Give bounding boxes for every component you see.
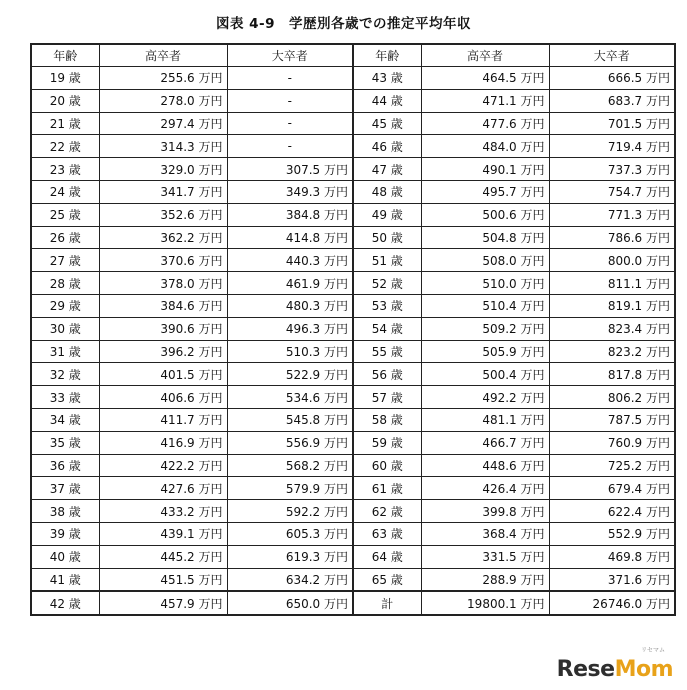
- logo-subtext: リセマム: [641, 647, 665, 654]
- age-cell: 33 歳: [31, 386, 99, 409]
- university-income-cell: 568.2 万円: [227, 454, 353, 477]
- highschool-income-cell: 466.7 万円: [421, 431, 549, 454]
- university-income-cell: -: [227, 89, 353, 112]
- header-highschool-right: 高卒者: [421, 44, 549, 67]
- table-row: [31, 545, 675, 568]
- university-income-cell: -: [227, 67, 353, 90]
- table-row: [31, 340, 675, 363]
- age-cell: 44 歳: [353, 89, 421, 112]
- university-income-cell: 469.8 万円: [549, 545, 675, 568]
- header-university-left: 大卒者: [227, 44, 353, 67]
- highschool-income-cell: 477.6 万円: [421, 112, 549, 135]
- header-age-left: 年齢: [31, 44, 99, 67]
- age-cell: 57 歳: [353, 386, 421, 409]
- table-row: [31, 591, 675, 615]
- university-income-cell: 414.8 万円: [227, 226, 353, 249]
- university-income-cell: 619.3 万円: [227, 545, 353, 568]
- age-cell: 28 歳: [31, 272, 99, 295]
- university-income-cell: 534.6 万円: [227, 386, 353, 409]
- table-row: [31, 67, 675, 90]
- header-highschool-left: 高卒者: [99, 44, 227, 67]
- table-header-row: [31, 44, 675, 67]
- age-cell: 25 歳: [31, 203, 99, 226]
- highschool-income-cell: 297.4 万円: [99, 112, 227, 135]
- age-cell: 53 歳: [353, 294, 421, 317]
- table-row: [31, 408, 675, 431]
- highschool-income-cell: 508.0 万円: [421, 249, 549, 272]
- age-cell: 55 歳: [353, 340, 421, 363]
- university-income-cell: 371.6 万円: [549, 568, 675, 591]
- age-cell: 64 歳: [353, 545, 421, 568]
- age-cell: 50 歳: [353, 226, 421, 249]
- age-cell: 31 歳: [31, 340, 99, 363]
- age-cell: 38 歳: [31, 500, 99, 523]
- highschool-income-cell: 422.2 万円: [99, 454, 227, 477]
- university-income-cell: 817.8 万円: [549, 363, 675, 386]
- age-cell: 40 歳: [31, 545, 99, 568]
- highschool-income-cell: 510.4 万円: [421, 294, 549, 317]
- university-income-cell: 754.7 万円: [549, 180, 675, 203]
- highschool-income-cell: 492.2 万円: [421, 386, 549, 409]
- university-income-cell: 683.7 万円: [549, 89, 675, 112]
- age-cell: 37 歳: [31, 477, 99, 500]
- university-income-cell: 461.9 万円: [227, 272, 353, 295]
- age-cell: 49 歳: [353, 203, 421, 226]
- age-cell: 46 歳: [353, 135, 421, 158]
- highschool-income-cell: 464.5 万円: [421, 67, 549, 90]
- highschool-income-cell: 439.1 万円: [99, 522, 227, 545]
- age-cell: 54 歳: [353, 317, 421, 340]
- university-income-cell: 592.2 万円: [227, 500, 353, 523]
- table-row: [31, 294, 675, 317]
- highschool-income-cell: 278.0 万円: [99, 89, 227, 112]
- table-row: [31, 158, 675, 181]
- university-income-cell: 719.4 万円: [549, 135, 675, 158]
- highschool-income-cell: 288.9 万円: [421, 568, 549, 591]
- university-income-cell: 552.9 万円: [549, 522, 675, 545]
- age-cell: 42 歳: [31, 591, 99, 615]
- age-cell: 48 歳: [353, 180, 421, 203]
- highschool-income-cell: 484.0 万円: [421, 135, 549, 158]
- university-income-cell: 480.3 万円: [227, 294, 353, 317]
- age-cell: 29 歳: [31, 294, 99, 317]
- highschool-income-cell: 490.1 万円: [421, 158, 549, 181]
- university-income-cell: 579.9 万円: [227, 477, 353, 500]
- age-cell: 47 歳: [353, 158, 421, 181]
- table-row: [31, 522, 675, 545]
- age-cell: 32 歳: [31, 363, 99, 386]
- age-cell: 30 歳: [31, 317, 99, 340]
- university-income-cell: 679.4 万円: [549, 477, 675, 500]
- highschool-income-cell: 406.6 万円: [99, 386, 227, 409]
- highschool-income-cell: 255.6 万円: [99, 67, 227, 90]
- highschool-income-cell: 510.0 万円: [421, 272, 549, 295]
- age-cell: 45 歳: [353, 112, 421, 135]
- highschool-income-cell: 451.5 万円: [99, 568, 227, 591]
- total-label-cell: 計: [353, 591, 421, 615]
- age-cell: 35 歳: [31, 431, 99, 454]
- university-income-cell: -: [227, 112, 353, 135]
- university-income-cell: 701.5 万円: [549, 112, 675, 135]
- highschool-income-cell: 384.6 万円: [99, 294, 227, 317]
- university-income-cell: 760.9 万円: [549, 431, 675, 454]
- table-row: [31, 363, 675, 386]
- table-row: [31, 386, 675, 409]
- university-income-cell: 666.5 万円: [549, 67, 675, 90]
- logo-text: ReseMom: [556, 657, 673, 682]
- university-income-cell: 800.0 万円: [549, 249, 675, 272]
- university-income-cell: 556.9 万円: [227, 431, 353, 454]
- age-cell: 41 歳: [31, 568, 99, 591]
- highschool-income-cell: 19800.1 万円: [421, 591, 549, 615]
- university-income-cell: 605.3 万円: [227, 522, 353, 545]
- highschool-income-cell: 416.9 万円: [99, 431, 227, 454]
- age-cell: 36 歳: [31, 454, 99, 477]
- age-cell: 62 歳: [353, 500, 421, 523]
- highschool-income-cell: 368.4 万円: [421, 522, 549, 545]
- highschool-income-cell: 362.2 万円: [99, 226, 227, 249]
- university-income-cell: 806.2 万円: [549, 386, 675, 409]
- highschool-income-cell: 390.6 万円: [99, 317, 227, 340]
- table-row: [31, 180, 675, 203]
- university-income-cell: 786.6 万円: [549, 226, 675, 249]
- age-cell: 61 歳: [353, 477, 421, 500]
- highschool-income-cell: 505.9 万円: [421, 340, 549, 363]
- university-income-cell: 811.1 万円: [549, 272, 675, 295]
- highschool-income-cell: 500.6 万円: [421, 203, 549, 226]
- salary-table: [30, 43, 676, 616]
- table-row: [31, 272, 675, 295]
- table-row: [31, 112, 675, 135]
- age-cell: 59 歳: [353, 431, 421, 454]
- table-row: [31, 226, 675, 249]
- age-cell: 27 歳: [31, 249, 99, 272]
- university-income-cell: 634.2 万円: [227, 568, 353, 591]
- age-cell: 52 歳: [353, 272, 421, 295]
- highschool-income-cell: 331.5 万円: [421, 545, 549, 568]
- university-income-cell: 787.5 万円: [549, 408, 675, 431]
- age-cell: 23 歳: [31, 158, 99, 181]
- highschool-income-cell: 411.7 万円: [99, 408, 227, 431]
- highschool-income-cell: 457.9 万円: [99, 591, 227, 615]
- table-row: [31, 431, 675, 454]
- highschool-income-cell: 370.6 万円: [99, 249, 227, 272]
- table-row: [31, 500, 675, 523]
- university-income-cell: 650.0 万円: [227, 591, 353, 615]
- age-cell: 43 歳: [353, 67, 421, 90]
- highschool-income-cell: 399.8 万円: [421, 500, 549, 523]
- university-income-cell: 307.5 万円: [227, 158, 353, 181]
- age-cell: 63 歳: [353, 522, 421, 545]
- university-income-cell: 545.8 万円: [227, 408, 353, 431]
- university-income-cell: 725.2 万円: [549, 454, 675, 477]
- age-cell: 65 歳: [353, 568, 421, 591]
- highschool-income-cell: 427.6 万円: [99, 477, 227, 500]
- university-income-cell: 771.3 万円: [549, 203, 675, 226]
- highschool-income-cell: 352.6 万円: [99, 203, 227, 226]
- university-income-cell: 737.3 万円: [549, 158, 675, 181]
- table-row: [31, 477, 675, 500]
- highschool-income-cell: 495.7 万円: [421, 180, 549, 203]
- university-income-cell: 522.9 万円: [227, 363, 353, 386]
- highschool-income-cell: 448.6 万円: [421, 454, 549, 477]
- table-row: [31, 454, 675, 477]
- highschool-income-cell: 314.3 万円: [99, 135, 227, 158]
- highschool-income-cell: 426.4 万円: [421, 477, 549, 500]
- document-title: 図表 4-9 学歴別各歳での推定平均年収: [215, 16, 472, 32]
- resemom-logo: [557, 657, 673, 682]
- university-income-cell: -: [227, 135, 353, 158]
- highschool-income-cell: 509.2 万円: [421, 317, 549, 340]
- highschool-income-cell: 396.2 万円: [99, 340, 227, 363]
- university-income-cell: 26746.0 万円: [549, 591, 675, 615]
- table-body: [31, 67, 675, 616]
- age-cell: 51 歳: [353, 249, 421, 272]
- highschool-income-cell: 341.7 万円: [99, 180, 227, 203]
- age-cell: 21 歳: [31, 112, 99, 135]
- university-income-cell: 823.4 万円: [549, 317, 675, 340]
- university-income-cell: 819.1 万円: [549, 294, 675, 317]
- university-income-cell: 440.3 万円: [227, 249, 353, 272]
- age-cell: 22 歳: [31, 135, 99, 158]
- age-cell: 20 歳: [31, 89, 99, 112]
- highschool-income-cell: 433.2 万円: [99, 500, 227, 523]
- table-row: [31, 568, 675, 591]
- age-cell: 26 歳: [31, 226, 99, 249]
- age-cell: 56 歳: [353, 363, 421, 386]
- header-age-right: 年齢: [353, 44, 421, 67]
- highschool-income-cell: 504.8 万円: [421, 226, 549, 249]
- highschool-income-cell: 378.0 万円: [99, 272, 227, 295]
- table-row: [31, 317, 675, 340]
- highschool-income-cell: 401.5 万円: [99, 363, 227, 386]
- university-income-cell: 384.8 万円: [227, 203, 353, 226]
- age-cell: 39 歳: [31, 522, 99, 545]
- university-income-cell: 622.4 万円: [549, 500, 675, 523]
- age-cell: 24 歳: [31, 180, 99, 203]
- age-cell: 19 歳: [31, 67, 99, 90]
- university-income-cell: 349.3 万円: [227, 180, 353, 203]
- highschool-income-cell: 471.1 万円: [421, 89, 549, 112]
- highschool-income-cell: 481.1 万円: [421, 408, 549, 431]
- table-row: [31, 203, 675, 226]
- university-income-cell: 823.2 万円: [549, 340, 675, 363]
- highschool-income-cell: 329.0 万円: [99, 158, 227, 181]
- table-row: [31, 89, 675, 112]
- highschool-income-cell: 445.2 万円: [99, 545, 227, 568]
- table-row: [31, 249, 675, 272]
- university-income-cell: 510.3 万円: [227, 340, 353, 363]
- table-row: [31, 135, 675, 158]
- university-income-cell: 496.3 万円: [227, 317, 353, 340]
- header-university-right: 大卒者: [549, 44, 675, 67]
- age-cell: 34 歳: [31, 408, 99, 431]
- highschool-income-cell: 500.4 万円: [421, 363, 549, 386]
- age-cell: 58 歳: [353, 408, 421, 431]
- age-cell: 60 歳: [353, 454, 421, 477]
